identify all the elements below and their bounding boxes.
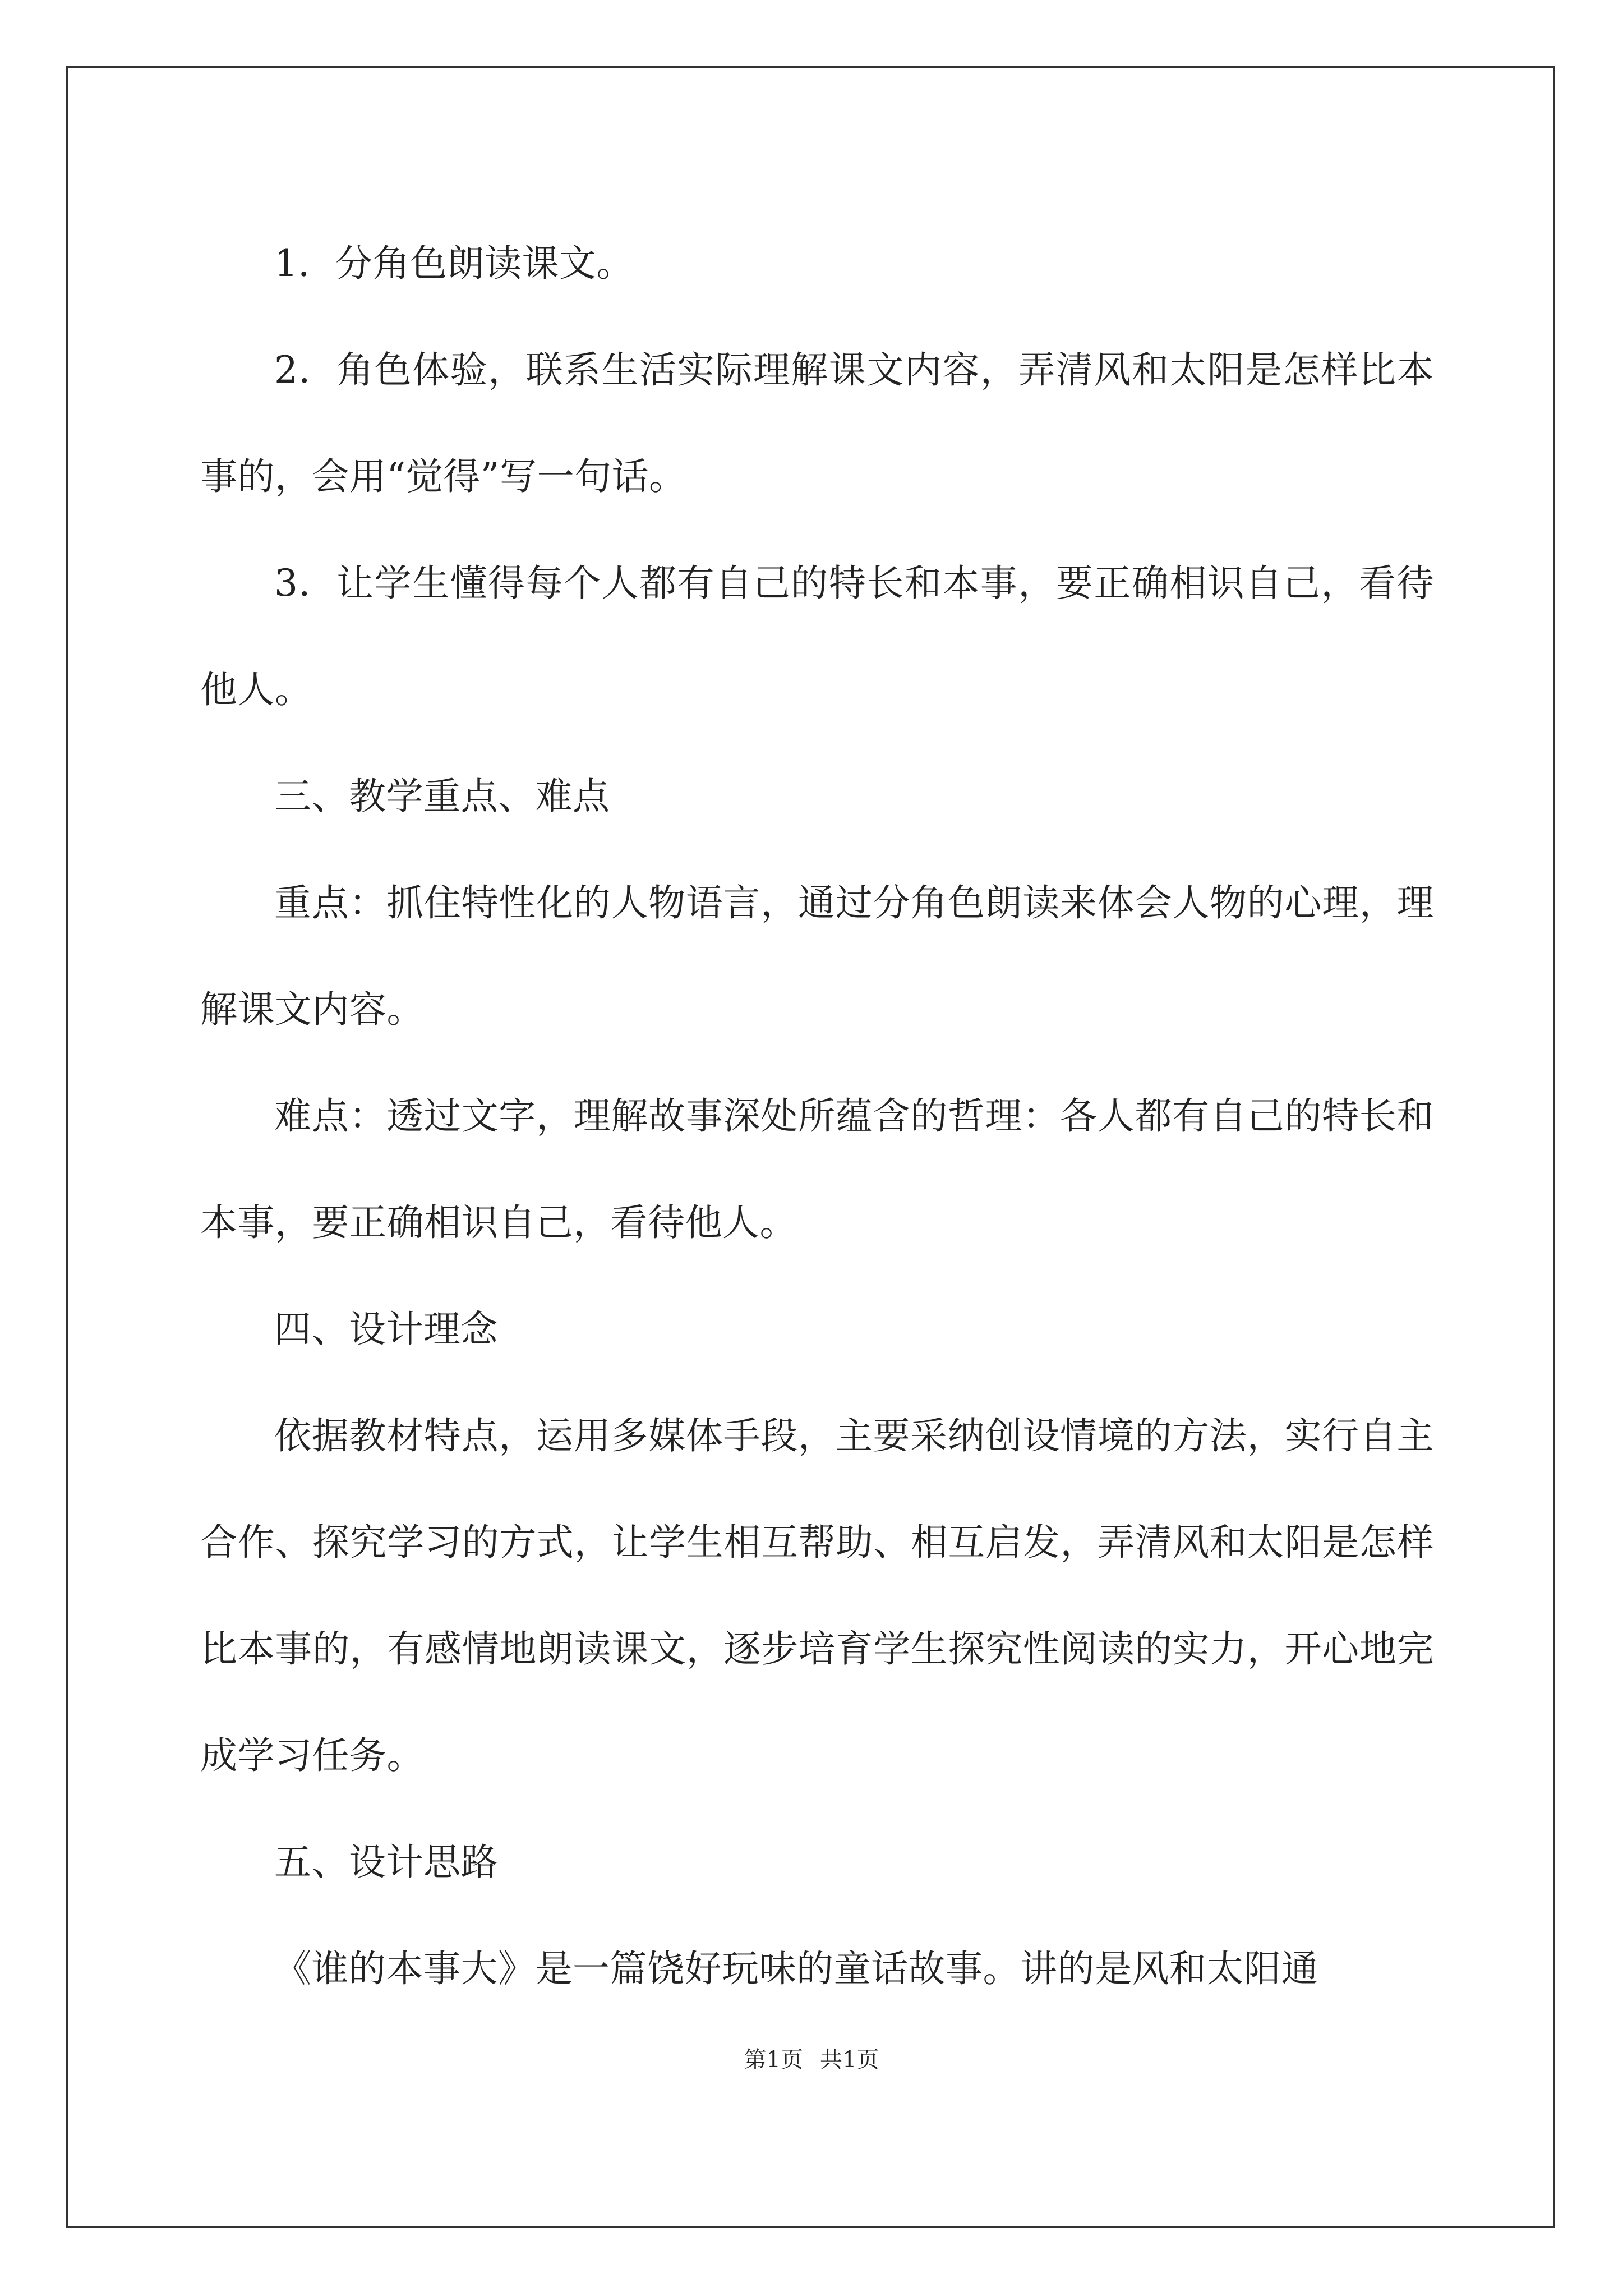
- page-total: 共1页: [820, 2047, 879, 2073]
- paragraph-difficulty: 难点：透过文字，理解故事深处所蕴含的哲理：各人都有自己的特长和本事，要正确相识自己，看待他人。: [200, 1094, 1434, 1244]
- paragraph-objective-3: 3．让学生懂得每个人都有自己的特长和本事，要正确相识自己，看待他人。: [200, 562, 1434, 711]
- paragraph-objective-2: 2．角色体验，联系生活实际理解课文内容，弄清风和太阳是怎样比本事的，会用“觉得”写一句话。: [200, 348, 1434, 498]
- paragraph-design-concept: 依据教材特点，运用多媒体手段，主要采纳创设情境的方法，实行自主合作、探究学习的方式，让学生相互帮助、相互启发，弄清风和太阳是怎样比本事的，有感情地朗读课文，逐步培育学生探究性阅读的实力，开心地完成学习任务。: [200, 1414, 1434, 1777]
- section-heading-design-approach: 五、设计思路: [274, 1841, 498, 1884]
- document-body: [200, 210, 1434, 2022]
- page-footer: [0, 2042, 1623, 2074]
- section-heading-key-points: 三、教学重点、难点: [274, 775, 610, 818]
- paragraph-objective-1: 1．分角色朗读课文。: [274, 242, 634, 285]
- paragraph-design-approach: 《谁的本事大》是一篇饶好玩味的童话故事。讲的是风和太阳通: [274, 1947, 1318, 1990]
- page-number: 第1页: [744, 2047, 803, 2073]
- paragraph-key-point: 重点：抓住特性化的人物语言，通过分角色朗读来体会人物的心理，理解课文内容。: [200, 881, 1434, 1031]
- section-heading-design-concept: 四、设计理念: [274, 1308, 498, 1351]
